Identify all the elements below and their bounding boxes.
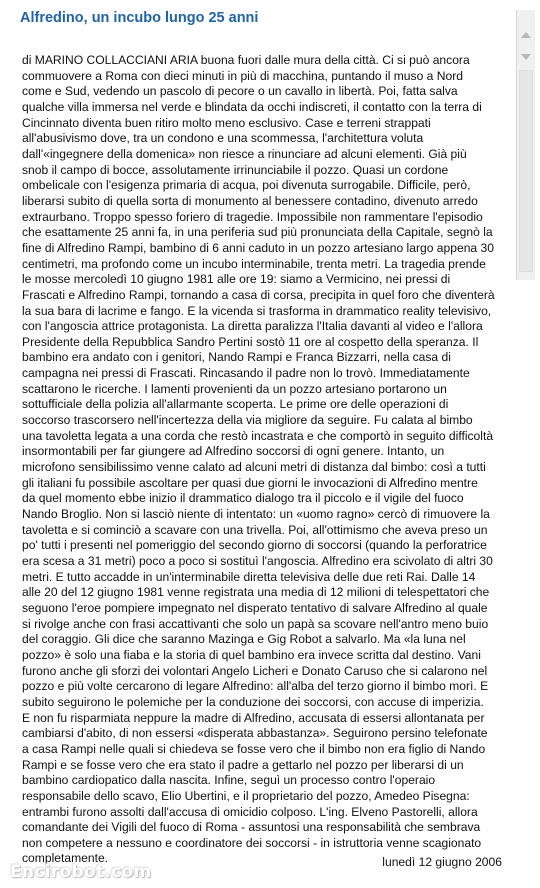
watermark: Encirobot.com bbox=[10, 862, 152, 882]
article-title: Alfredino, un incubo lungo 25 anni bbox=[20, 10, 259, 26]
scrollbar[interactable] bbox=[516, 10, 535, 280]
scroll-up-arrow-icon[interactable] bbox=[521, 32, 531, 38]
scroll-down-arrow-icon[interactable] bbox=[521, 54, 531, 60]
article-date: lunedì 12 giugno 2006 bbox=[382, 855, 502, 869]
article-body: di MARINO COLLACCIANI ARIA buona fuori dalle mura della città. Ci si può ancora commuovere a Roma con dieci minuti in più di macchina, puntando il muso a Nord come e Sud, vedendo un pascolo di pecore o un cavallo in libertà. Poi, fatta salva qualche villa immersa nel verde e blindata da occhi indiscreti, il contatto con la terra di Cincinnato diventa buen ritiro molto meno esclusivo. Case e terreni strappati all'abusivismo dove, tra un condono e una scommessa, l'architettura voluta dall'«ingegnere della domenica» non riesce a rinunciare ad alcuni elementi. Già più snob il campo di bocce, assolutamente irrinunciabile il pozzo. Quasi un cordone ombelicale con l'esigenza primaria di acqua, poi divenuta surrogabile. Difficile, però, liberarsi subito di quella sorta di monumento al benessere contadino, divenuto arredo extraurbano. Troppo spesso foriero di tragedie. Impossibile non rammentare l'episodio che esattamente 25 anni fa, in una periferia sud più pronunciata della Capitale, segnò la fine di Alfredino Rampi, bambino di 6 anni caduto in un pozzo artesiano largo appena 30 centimetri, ma profondo come un incubo interminabile, trenta metri. La tragedia prende le mosse mercoledì 10 giugno 1981 alle ore 19: siamo a Vermicino, nei pressi di Frascati e Alfredino Rampi, tornando a casa di corsa, precipita in quel foro che diventerà la sua bara di lacrime e fango. E la vicenda si trasforma in drammatico reality televisivo, con l'angoscia attrice protagonista. La diretta paralizza l'Italia davanti al video e l'allora Presidente della Repubblica Sandro Pertini sostò 11 ore al cospetto della speranza. Il bambino era andato con i genitori, Nando Rampi e Franca Bizzarri, nella casa di campagna nei pressi di Frascati. Rincasando il padre non lo trovò. Immediatamente scattarono le ricerche. I lamenti provenienti da un pozzo artesiano portarono un sottufficiale della polizia all'allarmante scoperta. Le prime ore delle operazioni di soccorso trascorsero nell'incertezza della via migliore da seguire. Fu calata al bimbo una tavoletta legata a una corda che restò incastrata e che comportò in seguito difficoltà insormontabili per far giungere ad Alfredino soccorsi di ogni genere. Intanto, un microfono sensibilissimo venne calato ad alcuni metri di distanza dal bimbo: così a tutti gli italiani fu possibile ascoltare per quasi due giorni le invocazioni di Alfredino mentre da quel momento ebbe inizio il drammatico dialogo tra il piccolo e il vigile del fuoco Nando Broglio. Non si lasciò niente di intentato: un «uomo ragno» cercò di rimuovere la tavoletta e si cominciò a scavare con una trivella. Poi, all'ottimismo che aveva preso un po' tutti i presenti nel pomeriggio del secondo giorno di soccorsi (quando la perforatrice era scesa a 31 metri) poco a poco si sostituì l'angoscia. Alfredino era scivolato di altri 30 metri. E tutto accadde in un'interminabile diretta televisiva delle due reti Rai. Dalle 14 alle 20 del 12 giugno 1981 venne registrata una media di 12 milioni di telespettatori che seguono l'eroe pompiere impegnato nel disperato tentativo di salvare Alfredino al quale si rivolge anche con frasi accattivanti che solo un papà sa scovare nell'antro meno buio del coraggio. Gli dice che saranno Mazinga e Gig Robot a salvarlo. Ma «la luna nel pozzo» è solo una fiaba e la storia di quel bambino era invece scritta dal destino. Vani furono anche gli sforzi dei volontari Angelo Licheri e Donato Caruso che si calarono nel pozzo e più volte cercarono di legare Alfredino: all'alba del terzo giorno il bimbo morì. E subito seguirono le polemiche per la conduzione dei soccorsi, con accuse di imperizia. E non fu risparmiata neppure la madre di Alfredino, accusata di essersi allontanata per cambiarsi d'abito, di non essersi «disperata abbastanza». Seguirono persino telefonate a casa Rampi nelle quali si chiedeva se fosse vero che il bimbo non era figlio di Nando Rampi e se fosse vero che era stato il padre a gettarlo nel pozzo per liberarsi di un bambino cardiopatico dalla nascita. Infine, seguì un processo contro l'operaio responsabile dello scavo, Elio Ubertini, e il proprietario del pozzo, Amedeo Pisegna: entrambi furono assolti dall'accusa di omicidio colposo. L'ing. Elveno Pastorelli, allora comandante dei Vigili del fuoco di Roma - assuntosi una responsabilità che sembrava non competere a nessuno e coordinatore dei soccorsi - in istruttoria venne scagionato completamente. bbox=[22, 53, 495, 866]
scrollbar-thumb[interactable] bbox=[519, 70, 533, 272]
